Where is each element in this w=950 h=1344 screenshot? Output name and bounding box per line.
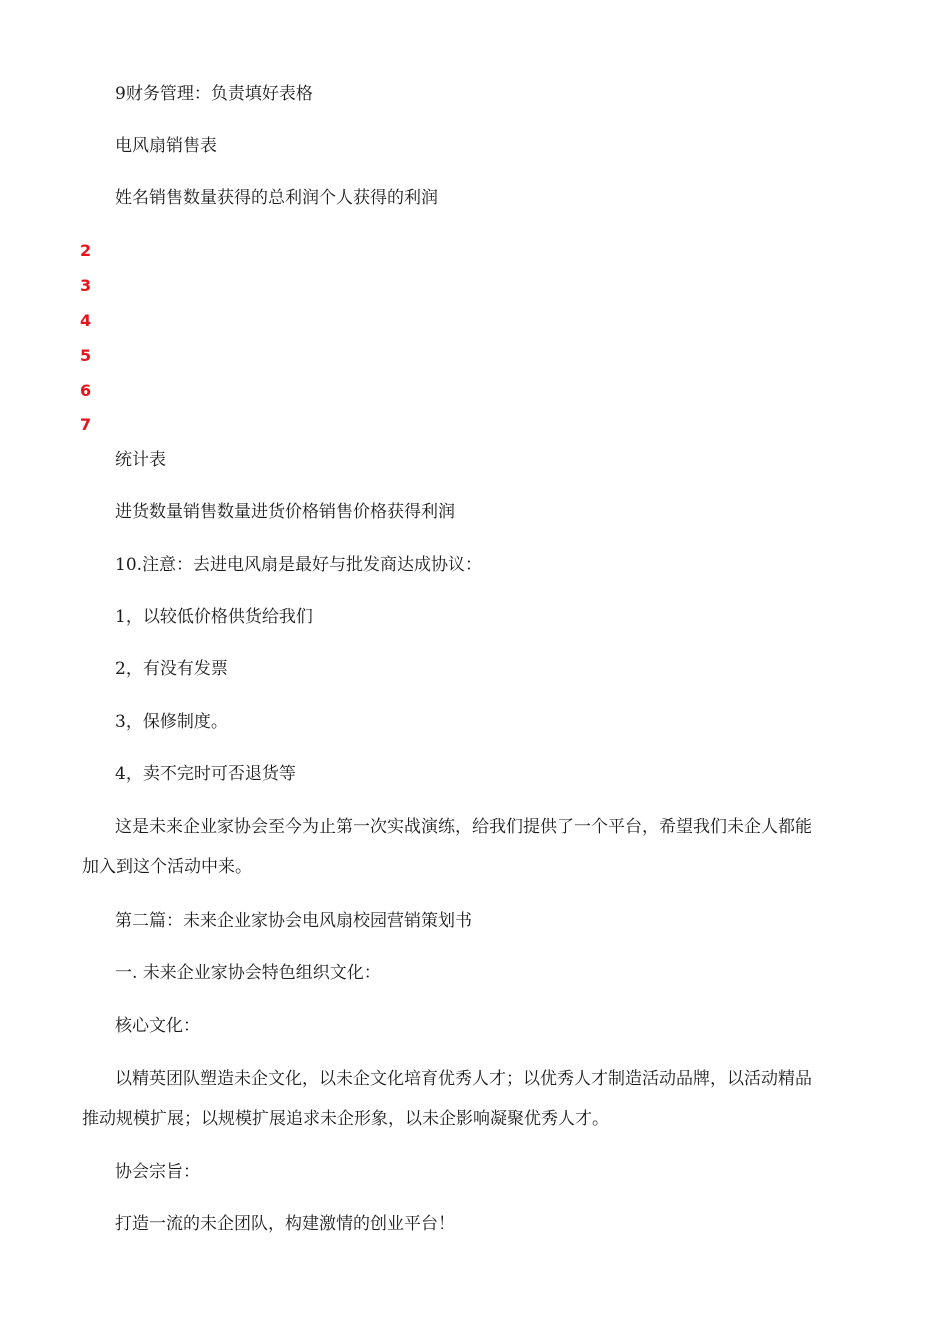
note-item: 3，保修制度。 (115, 712, 228, 732)
note-heading: 10.注意：去进电风扇是最好与批发商达成协议： (115, 555, 483, 575)
note-item: 4，卖不完时可否退货等 (115, 764, 296, 784)
note-item: 2，有没有发票 (115, 659, 228, 679)
paragraph-line: 推动规模扩展；以规模扩展追求未企形象，以未企影响凝聚优秀人才。 (82, 1109, 609, 1129)
row-number: 7 (80, 415, 92, 434)
paragraph-line: 这是未来企业家协会至今为止第一次实战演练，给我们提供了一个平台，希望我们未企人都能 (115, 817, 812, 837)
row-number: 6 (80, 381, 92, 400)
section-heading: 一. 未来企业家协会特色组织文化： (115, 963, 381, 983)
sales-table-header: 姓名销售数量获得的总利润个人获得的利润 (115, 188, 438, 208)
paragraph-line: 加入到这个活动中来。 (82, 857, 252, 877)
mission-statement: 打造一流的未企团队，构建激情的创业平台！ (115, 1214, 455, 1234)
sales-table-title: 电风扇销售表 (115, 136, 217, 156)
subsection-heading: 协会宗旨： (115, 1162, 200, 1182)
paragraph-line: 以精英团队塑造未企文化，以未企文化培育优秀人才；以优秀人才制造活动品牌，以活动精品 (115, 1069, 812, 1089)
finance-management-line: 9财务管理：负责填好表格 (115, 84, 313, 104)
row-number: 3 (80, 276, 92, 295)
row-number: 2 (80, 241, 92, 260)
statistics-table-title: 统计表 (115, 450, 166, 470)
row-number: 5 (80, 346, 92, 365)
subsection-heading: 核心文化： (115, 1016, 200, 1036)
note-item: 1，以较低价格供货给我们 (115, 607, 313, 627)
row-number: 4 (80, 311, 92, 330)
section-title: 第二篇：未来企业家协会电风扇校园营销策划书 (115, 911, 472, 931)
statistics-table-header: 进货数量销售数量进货价格销售价格获得利润 (115, 502, 455, 522)
